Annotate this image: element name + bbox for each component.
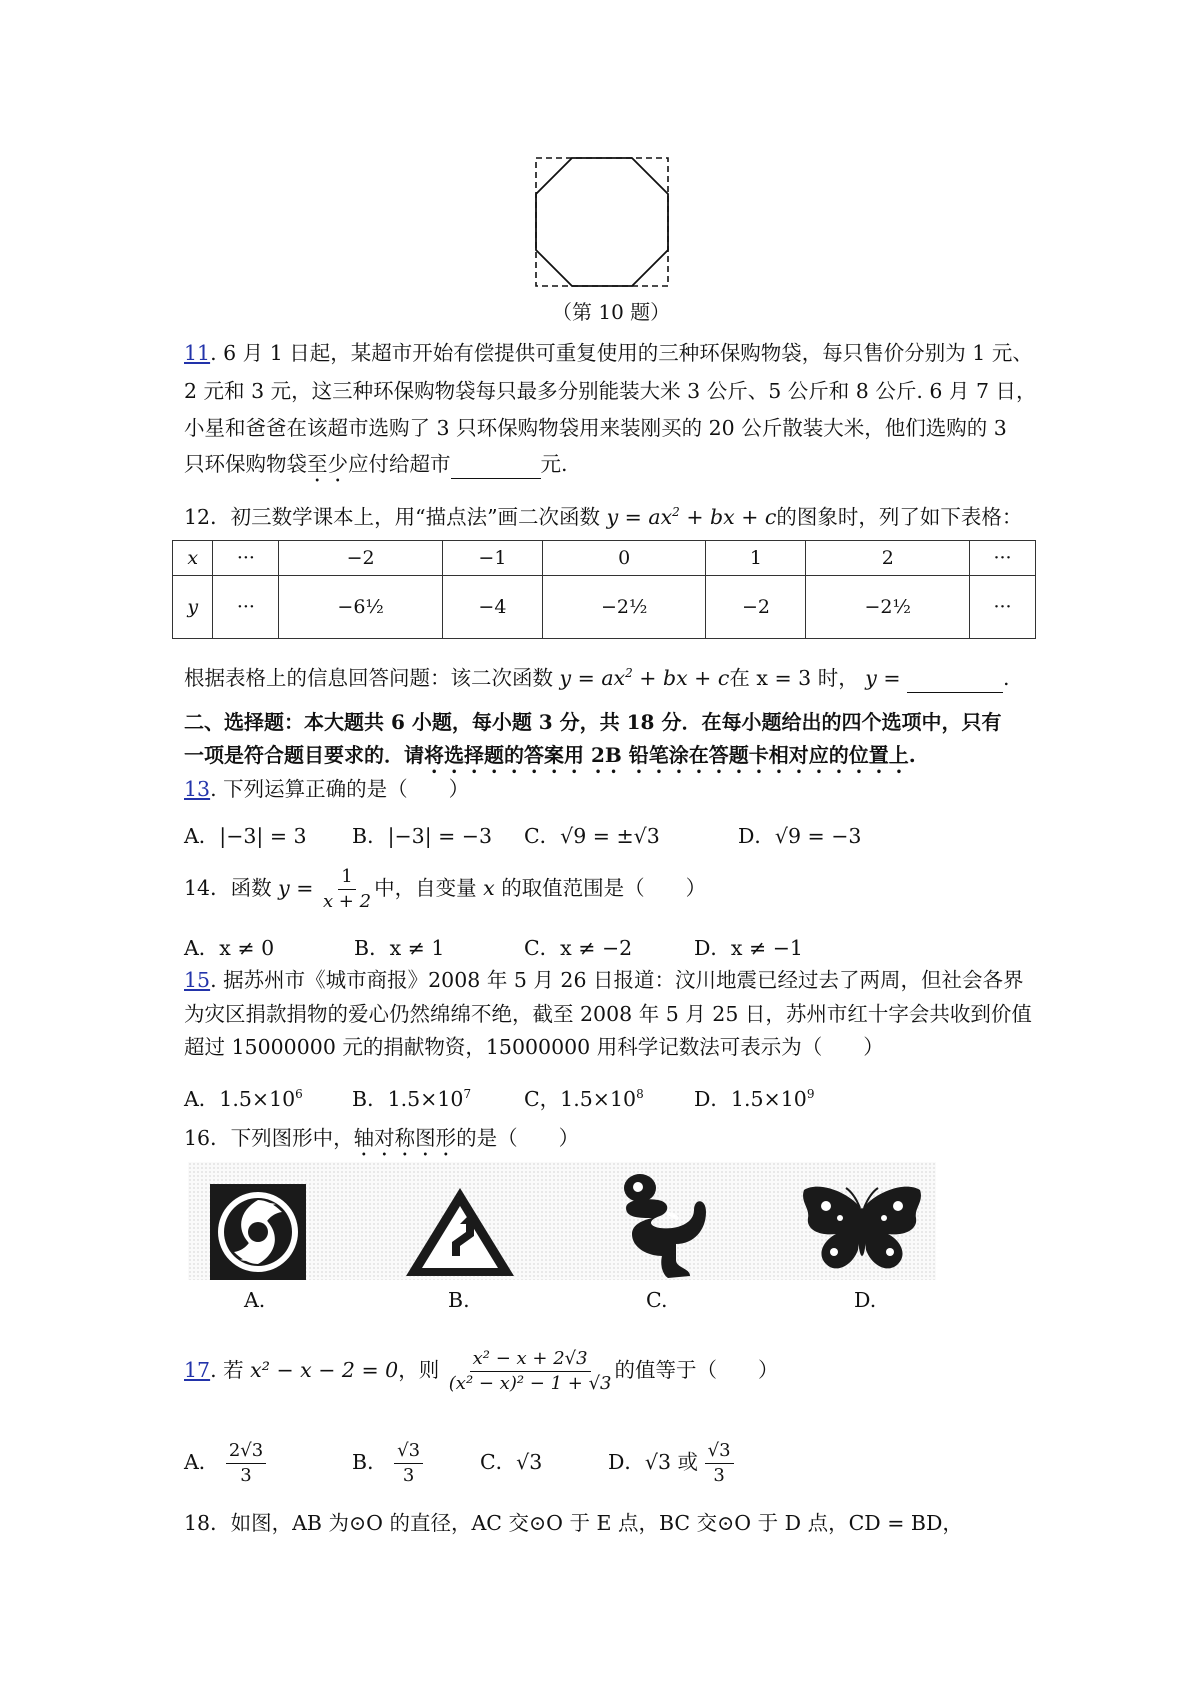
q14-option-d: D．x ≠ −1: [694, 936, 803, 960]
q15-line-3: 超过 15000000 元的捐献物资，15000000 用科学记数法可表示为（ ）: [184, 1035, 884, 1059]
q14-option-a: A．x ≠ 0: [184, 936, 275, 960]
q15-line-2: 为灾区捐款捐物的爱心仍然绵绵不绝，截至 2008 年 5 月 25 日，苏州市红十字会共收到价值: [184, 1002, 1032, 1026]
q16-figure-d-butterfly-icon: [796, 1180, 928, 1280]
table-cell: −2: [706, 576, 806, 639]
q11-line-4: 只环保购物袋至少应付给超市 元.: [184, 450, 568, 487]
table-cell: 2: [806, 541, 970, 576]
q12-formula: $y = ax^2$ + bx + c: [606, 504, 777, 529]
q12-question-formula: $y = ax^2$ + bx + c: [559, 665, 730, 690]
q11-line-2: 2 元和 3 元，这三种环保购物袋每只最多分别能装大米 3 公斤、5 公斤和 8 公斤. 6 月 7 日，: [184, 379, 1037, 403]
section-2-heading-line-2: 一项是符合题目要求的．请将选择题的答案用 2B 铅笔涂在答题卡相对应的位置上.: [184, 743, 916, 767]
q17-fraction: $\frac{\text{x² − x + 2√3}}{\text{(x² − x)² − 1 + √3}}$: [448, 1348, 612, 1394]
q16-figure-a-logo-icon: [210, 1184, 306, 1280]
q14-stem: 14．函数 y = $\frac{1}{x + 2}$ 中，自变量 x 的取值范围是（ ）: [184, 866, 707, 912]
q17-option-b: B． $\frac{√3}{3}$: [352, 1432, 423, 1492]
q12-intro: 12．初三数学课本上，用“描点法”画二次函数 $y = ax^2$ + bx + c的图象时，列了如下表格：: [184, 504, 1023, 529]
q15-number-link[interactable]: 15: [184, 968, 211, 992]
q11-emphasis: 至少: [307, 452, 348, 476]
q15-option-a: A．$1.5\times 10^6$: [184, 1086, 303, 1111]
q16-figure-c-beijing-emblem-icon: [618, 1172, 710, 1282]
q13-option-a: A．|−3| = 3: [184, 824, 307, 848]
q18-stem: 18．如图，AB 为⊙O 的直径，AC 交⊙O 于 E 点，BC 交⊙O 于 D 点，CD = BD，: [184, 1511, 963, 1535]
q12-answer-blank: [907, 664, 1003, 693]
q13-option-c: C．√9 = ±√3: [524, 824, 660, 848]
q14-option-c: C．x ≠ −2: [524, 936, 633, 960]
q11-answer-blank: [451, 450, 541, 479]
q16-stem: 16．下列图形中，轴对称图形的是（ ）: [184, 1126, 580, 1150]
q17-stem: 17. 若 x² − x − 2 = 0，则 $\frac{\text{x² − x + 2√3}}{\text{(x² − x)² − 1 + √3}}$ 的值等于（ ）: [184, 1348, 779, 1394]
q16-label-c: C.: [646, 1288, 668, 1312]
q17-number-link[interactable]: 17: [184, 1358, 211, 1382]
q16-emphasis: 轴对称图形: [353, 1126, 457, 1150]
figure-10-caption: （第 10 题）: [552, 300, 671, 324]
q16-label-d: D.: [854, 1288, 877, 1312]
q14-option-b: B．x ≠ 1: [354, 936, 445, 960]
q17-option-a: A． $\frac{2√3}{3}$: [184, 1432, 266, 1492]
q13-option-d: D．√9 = −3: [738, 824, 862, 848]
q13-option-b: B．|−3| = −3: [352, 824, 493, 848]
q11-line-3: 小星和爸爸在该超市选购了 3 只环保购物袋用来装刚买的 20 公斤散装大米，他们选购的 3: [184, 416, 1007, 440]
section-2-heading-line-1: 二、选择题：本大题共 6 小题，每小题 3 分，共 18 分．在每小题给出的四个选项中，只有: [184, 710, 1002, 734]
q11-line-1: 11. 6 月 1 日起，某超市开始有偿提供可重复使用的三种环保购物袋，每只售价分别为 1 元、: [184, 341, 1033, 365]
table-cell: −4: [442, 576, 542, 639]
table-cell: −1: [442, 541, 542, 576]
table-cell: ···: [213, 541, 279, 576]
table-cell: 1: [706, 541, 806, 576]
q15-option-b: B．$1.5\times 10^7$: [352, 1086, 472, 1111]
q16-label-a: A.: [244, 1288, 266, 1312]
q17-option-d: D．√3 或 $\frac{√3}{3}$: [608, 1432, 734, 1492]
table-cell: −2: [279, 541, 443, 576]
q12-question: 根据表格上的信息回答问题：该二次函数 $y = ax^2$ + bx + c在 x = 3 时， y = .: [184, 659, 1010, 693]
q17-option-c: C．√3: [480, 1450, 543, 1474]
q16-label-b: B.: [448, 1288, 470, 1312]
table-cell: −6½: [279, 576, 443, 639]
table-cell: −2½: [806, 576, 970, 639]
table-cell: ···: [213, 576, 279, 639]
q11-number-link[interactable]: 11: [184, 341, 211, 365]
q12-value-table: [172, 540, 1036, 639]
table-row: [173, 576, 1036, 639]
q15-line-1: 15. 据苏州市《城市商报》2008 年 5 月 26 日报道：汶川地震已经过去了两周，但社会各界: [184, 968, 1024, 992]
q15-option-c: C，$1.5\times 10^8$: [524, 1086, 644, 1111]
q15-option-d: D．$1.5\times 10^9$: [694, 1086, 815, 1111]
table-cell: y: [173, 576, 213, 639]
table-cell: −2½: [542, 576, 706, 639]
q13-stem: 13. 下列运算正确的是（ ）: [184, 777, 470, 801]
table-cell: ···: [970, 541, 1036, 576]
q14-fraction: $\frac{1}{x + 2}$: [322, 866, 372, 912]
table-cell: x: [173, 541, 213, 576]
q16-figure-b-warning-sign-icon: [402, 1184, 518, 1280]
table-row: [173, 541, 1036, 576]
section-2-emphasis: 将选择题的答案用 2B 铅笔涂在答题卡相对应的位置上: [424, 743, 909, 767]
figure-10-octagon: [534, 156, 674, 290]
q13-number-link[interactable]: 13: [184, 777, 211, 801]
table-cell: 0: [542, 541, 706, 576]
table-cell: ···: [970, 576, 1036, 639]
